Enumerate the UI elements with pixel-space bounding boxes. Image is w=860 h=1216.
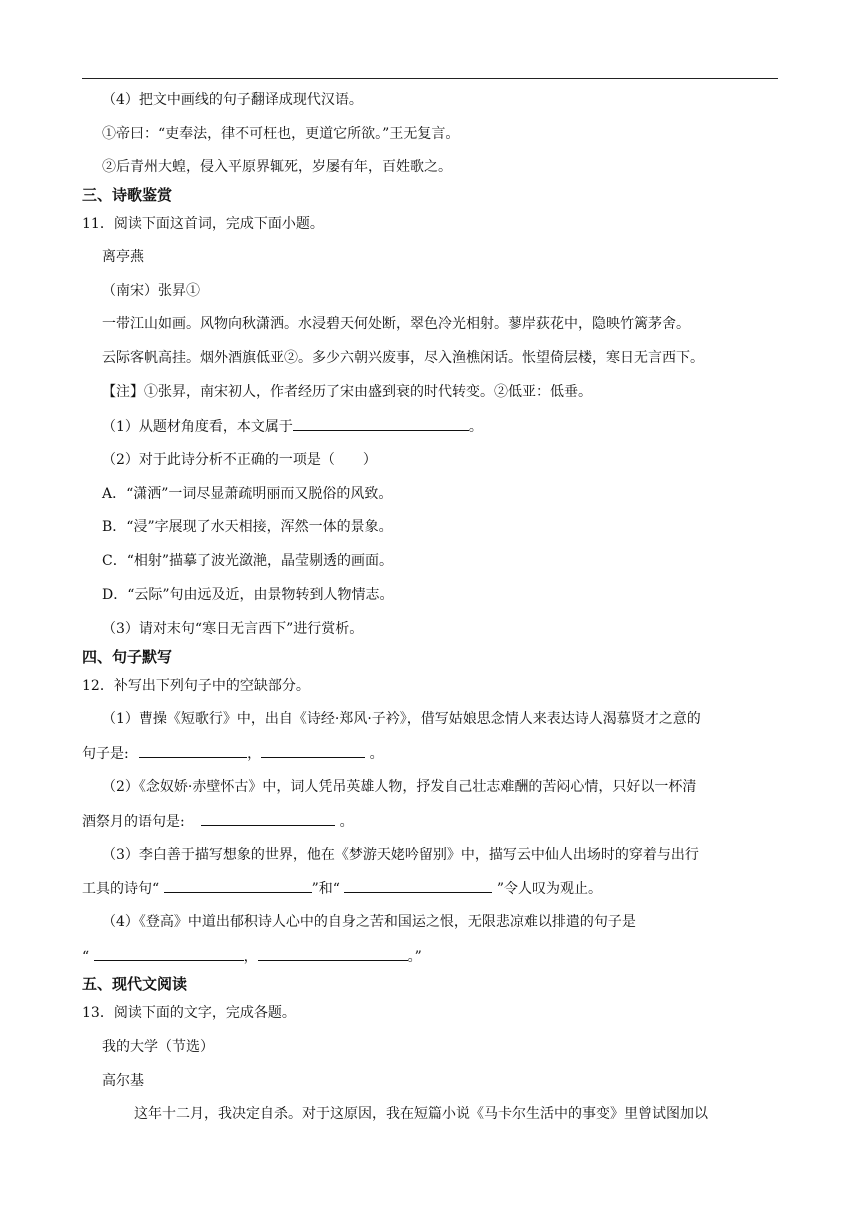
period: 。 xyxy=(339,814,354,830)
q11-sub1-text: （1）从题材角度看，本文属于 xyxy=(102,419,293,435)
q11-sub1 xyxy=(102,416,483,437)
q10-sentence-2: ②后青州大蝗，侵入平原界辄死，岁屡有年，百姓歌之。 xyxy=(102,159,452,175)
q12-item3-mid: ”和“ xyxy=(311,881,340,897)
answer-blank[interactable] xyxy=(201,811,335,826)
poem-note: 【注】①张昇，南宋初人，作者经历了宋由盛到衰的时代转变。②低亚：低垂。 xyxy=(102,384,592,400)
q10-sub4-prompt: （4）把文中画线的句子翻译成现代汉语。 xyxy=(102,92,363,108)
q12-item3-line2 xyxy=(82,878,602,899)
answer-blank[interactable] xyxy=(258,946,408,961)
section-heading-modern-reading: 五、现代文阅读 xyxy=(82,975,188,993)
q11-sub1-end: 。 xyxy=(468,419,483,435)
option-c: C．“相射”描摹了波光潋滟，晶莹剔透的画面。 xyxy=(102,553,394,569)
answer-blank[interactable] xyxy=(293,416,469,431)
q12-item2-line1: （2）《念奴娇·赤壁怀古》中，词人凭吊英雄人物，抒发自己壮志难酬的苦闷心情，只好以一杯清 xyxy=(102,779,697,795)
q12-item1-lead: 句子是: xyxy=(82,746,129,762)
q11-sub3: （3）请对末句“寒日无言西下”进行赏析。 xyxy=(102,621,364,637)
option-b: B．“浸”字展现了水天相接，浑然一体的景象。 xyxy=(102,519,393,535)
poem-author: （南宋）张昇① xyxy=(102,283,200,299)
q11-sub2: （2）对于此诗分析不正确的一项是（ ） xyxy=(102,452,377,468)
answer-blank[interactable] xyxy=(139,743,247,758)
comma: ， xyxy=(247,746,262,762)
section-heading-dictation: 四、句子默写 xyxy=(82,648,173,666)
q12-item4-line2 xyxy=(82,946,422,967)
close-quote: 。” xyxy=(407,949,422,965)
header-rule xyxy=(82,78,778,79)
section-heading-poetry: 三、诗歌鉴赏 xyxy=(82,186,173,204)
open-quote: “ xyxy=(82,949,90,965)
answer-blank[interactable] xyxy=(164,878,312,893)
option-a: A．“潇洒”一词尽显萧疏明丽而又脱俗的风致。 xyxy=(102,486,393,502)
q11-stem: 11．阅读下面这首词，完成下面小题。 xyxy=(82,216,324,232)
answer-blank[interactable] xyxy=(261,743,365,758)
answer-blank[interactable] xyxy=(94,946,244,961)
poem-title: 离亭燕 xyxy=(102,249,144,265)
comma: ， xyxy=(243,949,258,965)
passage-body: 这年十二月，我决定自杀。对于这原因，我在短篇小说《马卡尔生活中的事变》里曾试图加以 xyxy=(134,1106,708,1122)
passage-title: 我的大学（节选） xyxy=(102,1039,214,1055)
q13-stem: 13．阅读下面的文字，完成各题。 xyxy=(82,1005,296,1021)
q12-item3-line1: （3）李白善于描写想象的世界，他在《梦游天姥吟留别》中，描写云中仙人出场时的穿着与出行 xyxy=(102,847,699,863)
q12-stem: 12．补写出下列句子中的空缺部分。 xyxy=(82,678,310,694)
q12-item2-lead: 酒祭月的语句是: xyxy=(82,814,185,830)
option-d: D．“云际”句由远及近，由景物转到人物情志。 xyxy=(102,587,394,603)
q12-item3-end: ”令人叹为观止。 xyxy=(496,881,603,897)
poem-line-2: 云际客帆高挂。烟外酒旗低亚②。多少六朝兴废事，尽入渔樵闲话。怅望倚层楼，寒日无言西下。 xyxy=(102,350,704,366)
q12-item2-line2 xyxy=(82,811,354,832)
passage-author: 高尔基 xyxy=(102,1073,144,1089)
q12-item1-line1: （1）曹操《短歌行》中，出自《诗经·郑风·子衿》，借写姑娘思念情人来表达诗人渴慕贤才之意的 xyxy=(102,711,701,727)
q12-item4-line1: （4）《登高》中道出郁积诗人心中的自身之苦和国运之恨，无限悲凉难以排遣的句子是 xyxy=(102,914,636,930)
poem-line-1: 一带江山如画。风物向秋潇洒。水浸碧天何处断，翠色冷光相射。蓼岸荻花中，隐映竹篱茅舍。 xyxy=(102,316,690,332)
q12-item1-line2 xyxy=(82,743,384,764)
period: 。 xyxy=(369,746,384,762)
answer-blank[interactable] xyxy=(344,878,492,893)
q10-sentence-1: ①帝曰：“吏奉法，律不可枉也，更道它所欲。”王无复言。 xyxy=(102,126,460,142)
q12-item3-lead: 工具的诗句“ xyxy=(82,881,160,897)
